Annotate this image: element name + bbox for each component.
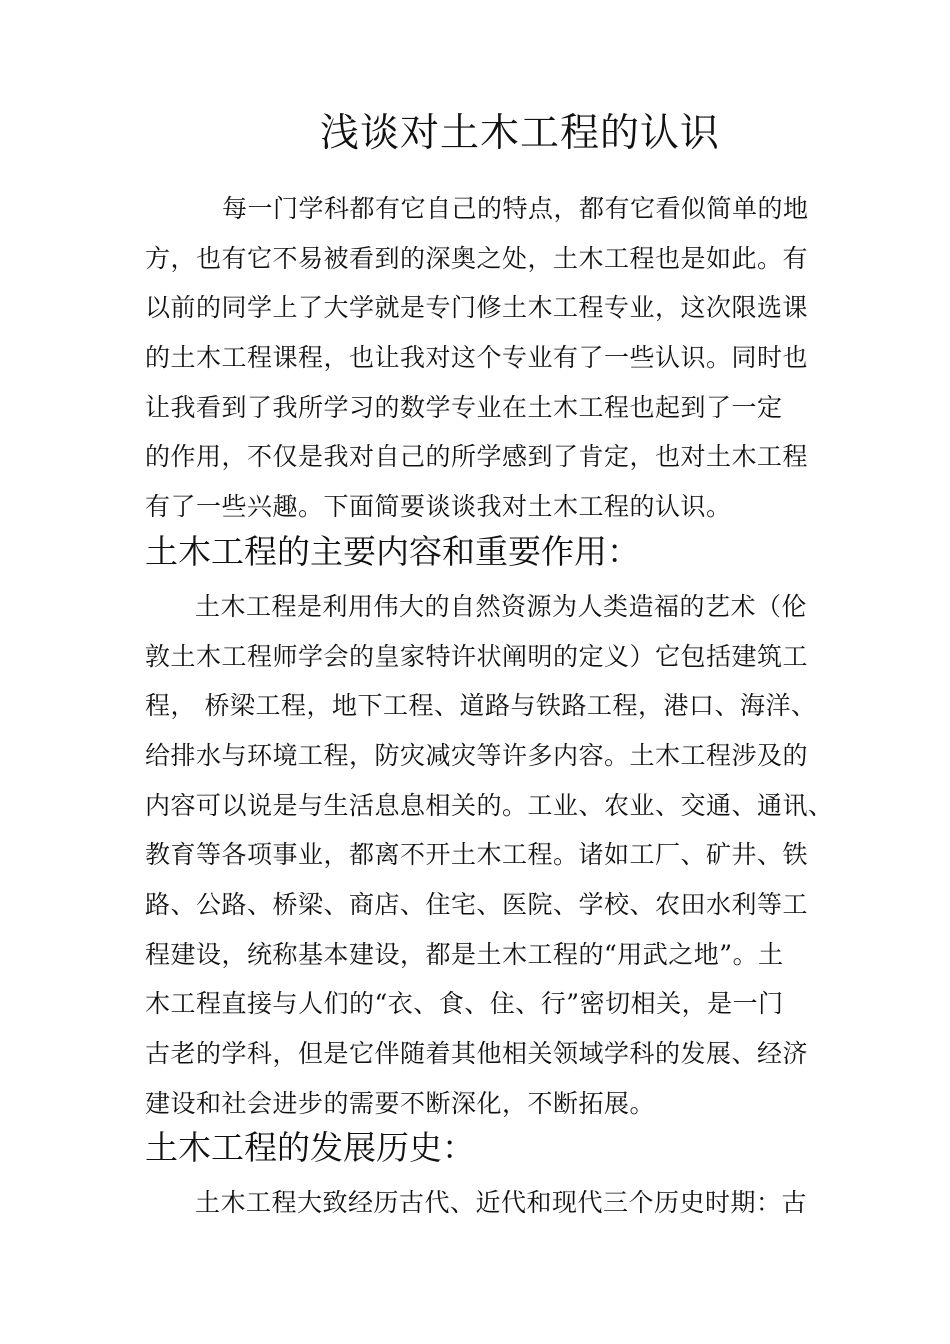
section-heading-main-content: 土木工程的主要内容和重要作用： [145,532,640,571]
intro-line-4: 的土木工程课程，也让我对这个专业有了一些认识。同时也 [145,343,809,372]
intro-line-3: 以前的同学上了大学就是专门修土木工程专业，这次限选课 [145,293,809,322]
section-heading-history: 土木工程的发展历史： [145,1128,475,1167]
intro-line-6: 的作用，不仅是我对自己的所学感到了肯定，也对土木工程 [145,442,809,471]
section1-line-9: 木工程直接与人们的“衣、食、住、行”密切相关，是一门 [145,989,784,1018]
section1-line-4: 给排水与环境工程，防灾减灾等许多内容。土木工程涉及的 [145,741,809,770]
intro-line-7: 有了一些兴趣。下面简要谈谈我对土木工程的认识。 [145,492,732,521]
document-title: 浅谈对土木工程的认识 [319,111,720,156]
intro-line-1: 每一门学科都有它自己的特点，都有它看似简单的地 [222,194,809,223]
intro-line-2: 方，也有它不易被看到的深奥之处，土木工程也是如此。有 [145,244,809,273]
section1-line-11: 建设和社会进步的需要不断深化，不断拓展。 [145,1089,656,1118]
section1-line-3: 程， 桥梁工程，地下工程、道路与铁路工程，港口、海洋、 [145,691,817,720]
section1-line-5: 内容可以说是与生活息息相关的。工业、农业、交通、通讯、 [145,791,834,820]
section1-line-10: 古老的学科，但是它伴随着其他相关领域学科的发展、经济 [145,1039,809,1068]
section1-line-6: 教育等各项事业，都离不开土木工程。诸如工厂、矿井、铁 [145,840,809,869]
section1-line-2: 敦土木工程师学会的皇家特许状阐明的定义）它包括建筑工 [145,642,809,671]
section1-line-1: 土木工程是利用伟大的自然资源为人类造福的艺术（伦 [195,592,808,621]
section1-line-7: 路、公路、桥梁、商店、住宅、医院、学校、农田水利等工 [145,890,809,919]
section2-line-1: 土木工程大致经历古代、近代和现代三个历史时期：古 [195,1188,808,1217]
section1-line-8: 程建设，统称基本建设，都是土木工程的“用武之地”。土 [145,940,784,969]
intro-line-5: 让我看到了我所学习的数学专业在土木工程也起到了一定 [145,393,783,422]
